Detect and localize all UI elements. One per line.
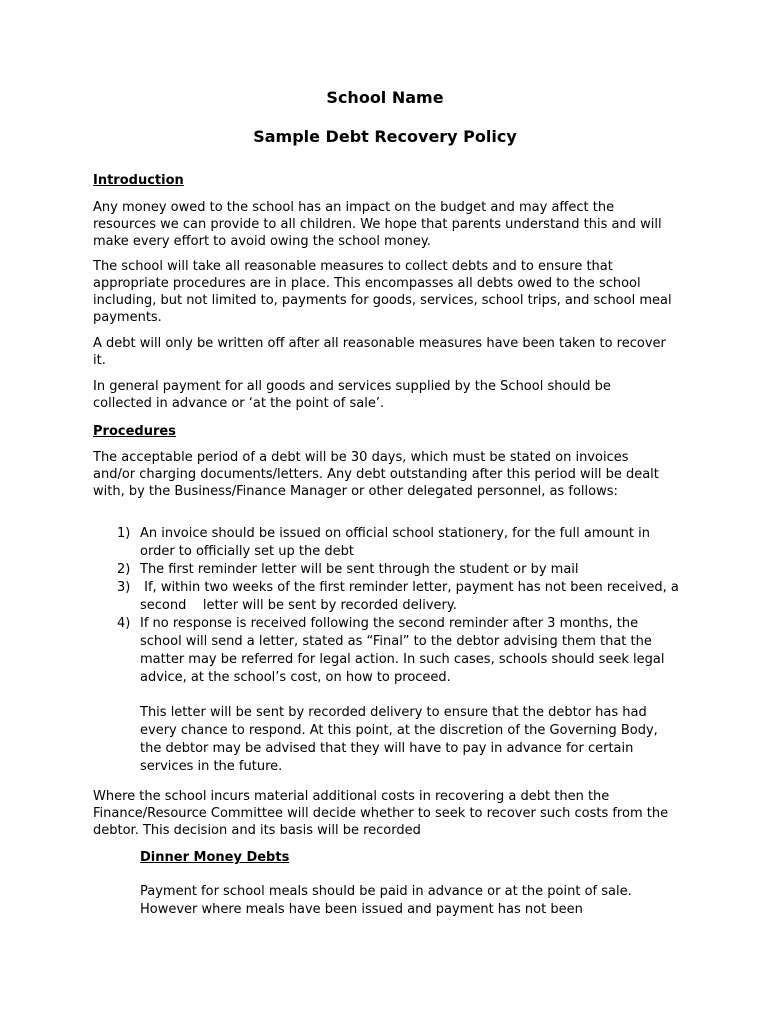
step-number: 4) [117, 616, 131, 631]
school-name: School Name [326, 88, 444, 107]
intro-paragraph-2: The school will take all reasonable measures to collect debts and to ensure that appropriate procedures are in place. This encompasses all debts owed to the school including, but not limited to, payments for goods, services, school trips, and school meal payments. [93, 259, 672, 325]
procedures-intro: The acceptable period of a debt will be 30 days, which must be stated on invoices and/or charging documents/letters. Any debt outstanding after this period will be dealt with, by the Business/Finance Manager or other delegated personnel, as follows: [93, 450, 659, 499]
procedure-steps [93, 525, 683, 687]
dinner-money-heading: Dinner Money Debts [140, 850, 290, 865]
step-text: If no response is received following the second reminder after 3 months, the school will send a letter, stated as “Final” to the debtor advising them that the matter may be referred for legal action. In such cases, schools should seek legal advice, at the school’s cost, on how to proceed. [140, 616, 665, 685]
step-text: An invoice should be issued on official school stationery, for the full amount in order to officially set up the debt [140, 526, 650, 559]
intro-paragraph-4: In general payment for all goods and services supplied by the School should be collected in advance or ‘at the point of sale’. [93, 379, 611, 411]
policy-title: Sample Debt Recovery Policy [253, 127, 517, 146]
introduction-heading: Introduction [93, 173, 184, 188]
additional-costs-paragraph: Where the school incurs material additional costs in recovering a debt then the Finance/Resource Committee will decide whether to seek to recover such costs from the debtor. This decision and its basis will be recorded [93, 789, 669, 838]
step-number: 3) [117, 580, 131, 595]
step4-followup: This letter will be sent by recorded delivery to ensure that the debtor has had every chance to respond. At this point, at the discretion of the Governing Body, the debtor may be advised that they will have to pay in advance for certain services in the future. [140, 705, 658, 774]
procedure-step [93, 525, 683, 561]
step-text: If, within two weeks of the first reminder letter, payment has not been received, a second letter will be sent by recorded delivery. [140, 580, 683, 613]
step-number: 1) [117, 526, 131, 541]
intro-paragraph-3: A debt will only be written off after all reasonable measures have been taken to recover it. [93, 336, 666, 368]
procedures-heading: Procedures [93, 424, 176, 439]
step-text: The first reminder letter will be sent through the student or by mail [140, 562, 579, 577]
procedure-step [93, 579, 683, 615]
dinner-money-paragraph: Payment for school meals should be paid in advance or at the point of sale. However where meals have been issued and payment has not been [140, 884, 632, 917]
intro-paragraph-1: Any money owed to the school has an impact on the budget and may affect the resources we can provide to all children. We hope that parents understand this and will make every effort to avoid owing the school money. [93, 200, 662, 249]
procedure-step [93, 561, 683, 579]
procedure-step [93, 615, 683, 687]
step-number: 2) [117, 562, 131, 577]
